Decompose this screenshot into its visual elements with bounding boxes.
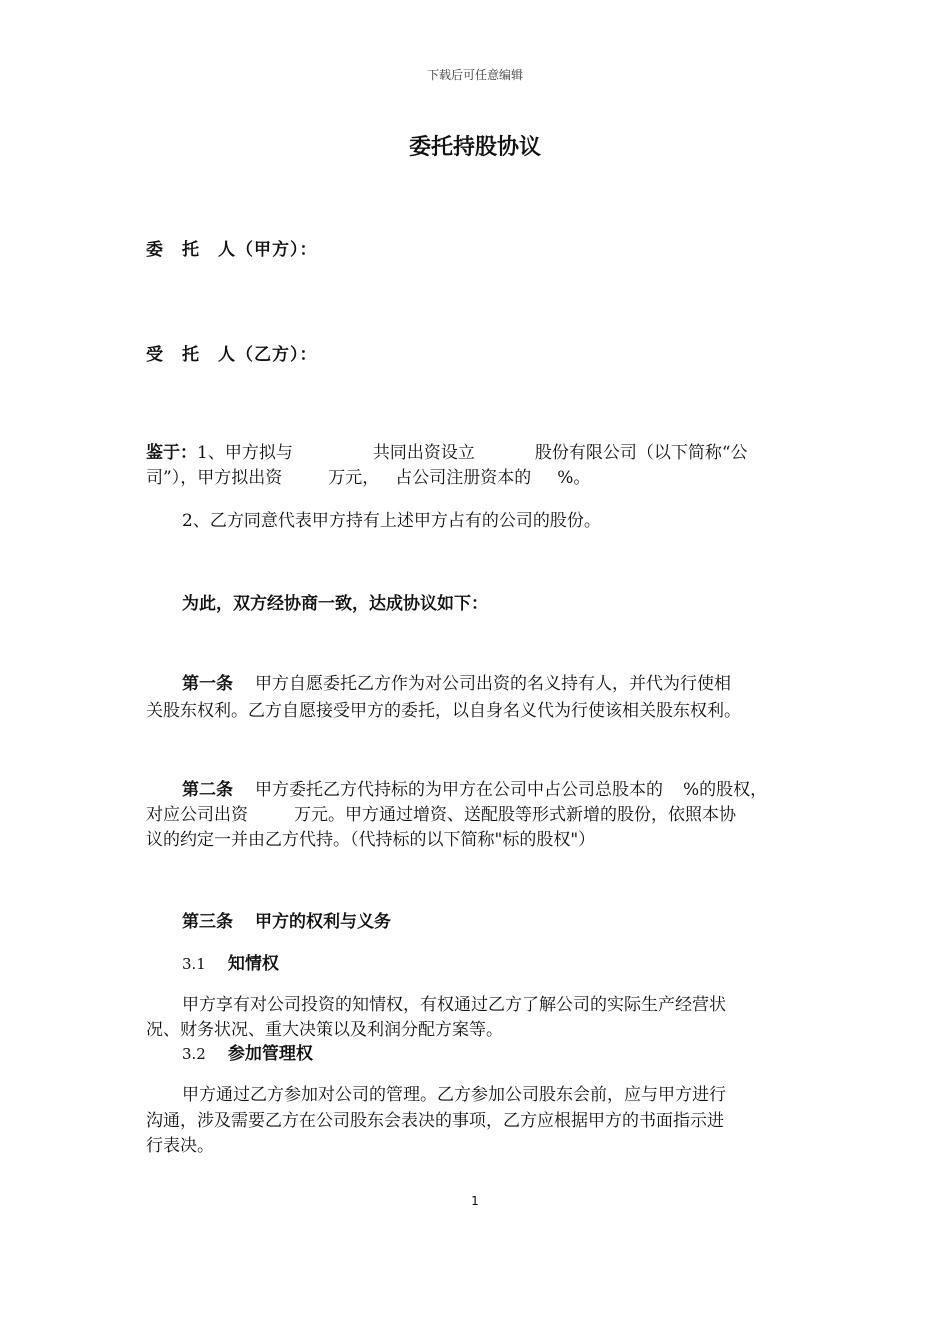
recital-prefix: 鉴于： [146, 443, 197, 463]
section-number: 3.1 [182, 955, 206, 973]
recital-text: 司”），甲方拟出资 [146, 468, 283, 488]
page-number: 1 [471, 1194, 479, 1208]
article-2-label: 第二条 [182, 780, 233, 800]
recital-text: 1、甲方拟与 [197, 443, 293, 463]
recital-text: 共同出资设立 [372, 443, 475, 463]
party-b-label: 受 托 人（乙方）： [146, 345, 318, 365]
article-1-line-1 [182, 670, 842, 698]
article-1-text: 甲方自愿委托乙方作为对公司出资的名义持有人，并代为行使相 [255, 674, 731, 694]
section-3-2-line-1: 甲方通过乙方参加对公司的管理。乙方参加公司股东会前，应与甲方进行 [182, 1085, 726, 1105]
section-3-1-line-2: 况、财务状况、重大决策以及利润分配方案等。 [146, 1020, 503, 1040]
party-a-label: 委 托 人（甲方）： [146, 240, 318, 260]
recital-text: 万元， [328, 468, 380, 488]
section-number: 3.2 [182, 1045, 206, 1063]
article-2-text: 万元。甲方通过增资、送配股等形式新增的股份，依照本协 [294, 805, 736, 825]
recital-item-2: 2、乙方同意代表甲方持有上述甲方占有的公司的股份。 [182, 511, 601, 531]
section-3-1-line-1: 甲方享有对公司投资的知情权，有权通过乙方了解公司的实际生产经营状 [182, 995, 726, 1015]
recital-text: %。 [557, 468, 591, 488]
article-3-title: 甲方的权利与义务 [255, 912, 391, 932]
recital-text: 占公司注册资本的 [395, 468, 532, 488]
agreement-intro: 为此，双方经协商一致，达成协议如下： [182, 594, 488, 614]
article-1-line-2: 关股东权利。乙方自愿接受甲方的委托，以自身名义代为行使该相关股东权利。 [146, 701, 741, 721]
article-3-label: 第三条 [182, 912, 233, 932]
document-title: 委托持股协议 [408, 134, 541, 160]
article-2-line-3: 议的约定一并由乙方代持。（代持标的以下简称"标的股权"） [146, 830, 596, 850]
recital-line-2 [146, 464, 806, 492]
article-2-line-2 [146, 801, 806, 829]
recital-line-1 [146, 439, 806, 467]
article-2-text: 甲方委托乙方代持标的为甲方在公司中占公司总股本的 [255, 780, 663, 800]
section-title: 参加管理权 [227, 1044, 313, 1064]
section-3-2-line-2: 沟通，涉及需要乙方在公司股东会表决的事项，乙方应根据甲方的书面指示进 [146, 1111, 724, 1131]
recital-text: 股份有限公司（以下简称“公 [534, 443, 748, 463]
section-title: 知情权 [227, 954, 279, 974]
article-2-text: 对应公司出资 [146, 805, 248, 825]
article-2-text: %的股权， [683, 780, 768, 800]
header-note: 下载后可任意编辑 [426, 68, 523, 82]
section-3-2-heading [182, 1040, 842, 1068]
article-1-label: 第一条 [182, 674, 233, 694]
article-2-line-1 [182, 776, 842, 804]
article-3-heading [182, 908, 842, 936]
section-3-2-line-3: 行表决。 [146, 1136, 214, 1156]
section-3-1-heading [182, 950, 842, 978]
